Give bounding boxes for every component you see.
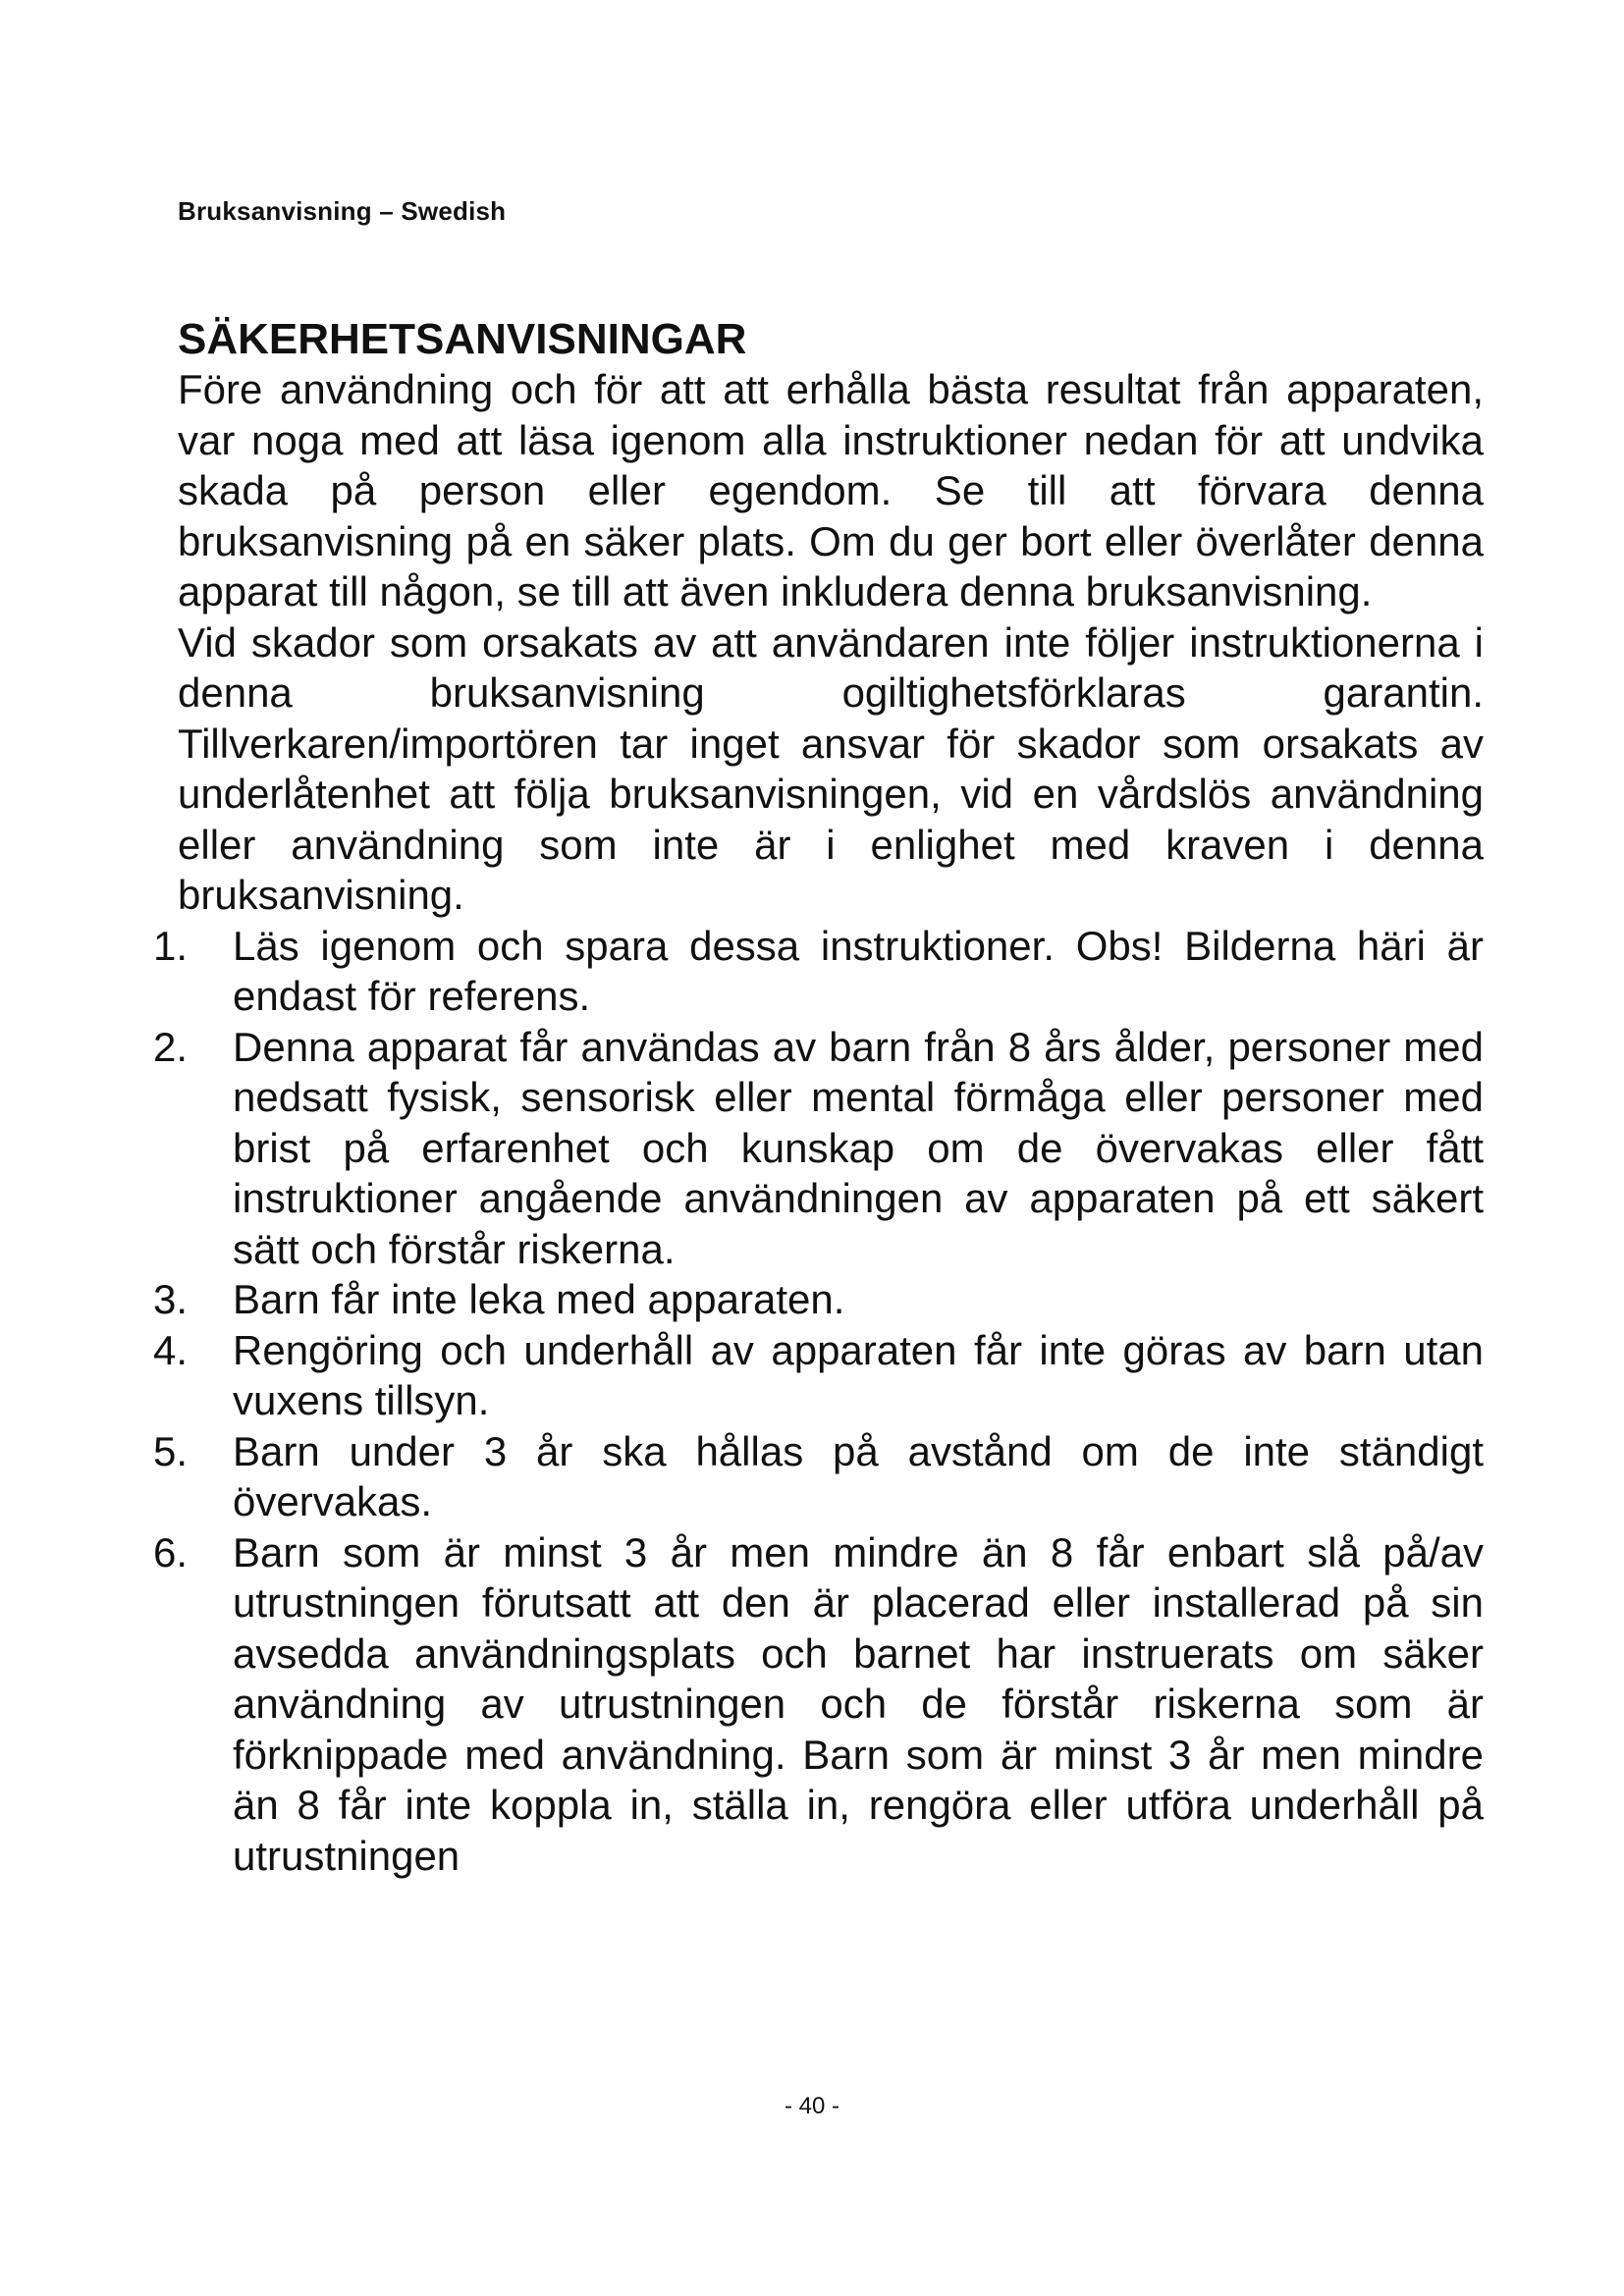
list-item bbox=[153, 1274, 1484, 1325]
safety-instructions-list bbox=[153, 921, 1484, 1882]
list-item-number: 4. bbox=[153, 1326, 189, 1373]
list-item-text: Rengöring och underhåll av apparaten får inte göras av barn utan vuxens tillsyn. bbox=[233, 1326, 1484, 1423]
intro-paragraph: Före användning och för att att erhålla bästa resultat från apparaten, var noga med att läsa igenom alla instruktioner nedan för att undvika skada på person eller egendom. Se till att förvara denna bruksanvisning på en säker plats. Om du ger bort eller överlåter denna apparat till någon, se till att även inkludera denna bruksanvisning. bbox=[178, 366, 1484, 614]
list-item-text: Barn under 3 år ska hållas på avstånd om de inte ständigt övervakas. bbox=[233, 1427, 1484, 1524]
section-heading: SÄKERHETSANVISNINGAR bbox=[178, 315, 747, 363]
list-item-number: 1. bbox=[153, 922, 189, 969]
list-item-text: Läs igenom och spara dessa instruktioner. Obs! Bilderna häri är endast för referens. bbox=[233, 922, 1484, 1019]
list-item bbox=[153, 1022, 1484, 1275]
list-item bbox=[153, 1527, 1484, 1882]
list-item bbox=[153, 921, 1484, 1022]
list-item-text: Denna apparat får användas av barn från 8 års ålder, personer med nedsatt fysisk, sensorisk eller mental förmåga eller personer med brist på erfarenhet och kunskap om de övervakas eller fått instruktioner angående användningen av apparaten på ett säkert sätt och förstår riskerna. bbox=[233, 1023, 1484, 1272]
running-header: Bruksanvisning – Swedish bbox=[178, 196, 507, 226]
list-item bbox=[153, 1325, 1484, 1426]
warranty-paragraph: Vid skador som orsakats av att användaren inte följer instruktionerna i denna bruksanvisning ogiltighetsförklaras garantin. Tillverkaren/importören tar inget ansvar för skador som orsakats av underlåtenhet att följa bruksanvisningen, vid en vårdslös användning eller användning som inte är i enlighet med kraven i denna bruksanvisning. bbox=[178, 618, 1484, 918]
safety-section bbox=[153, 314, 1484, 1881]
list-item-number: 5. bbox=[153, 1427, 189, 1474]
list-item-text: Barn får inte leka med apparaten. bbox=[233, 1276, 845, 1322]
list-item-number: 3. bbox=[153, 1276, 189, 1322]
list-item-text: Barn som är minst 3 år men mindre än 8 får enbart slå på/av utrustningen förutsatt att den är placerad eller installerad på sin avsedda användningsplats och barnet har instruerats om säker användning av utrustningen och de förstår riskerna som är förknippade med användning. Barn som är minst 3 år men mindre än 8 får inte koppla in, ställa in, rengöra eller utföra underhåll på utrustningen bbox=[233, 1528, 1484, 1879]
page-number: - 40 - bbox=[784, 2093, 839, 2119]
list-item bbox=[153, 1426, 1484, 1527]
list-item-number: 2. bbox=[153, 1023, 189, 1070]
list-item-number: 6. bbox=[153, 1528, 189, 1575]
